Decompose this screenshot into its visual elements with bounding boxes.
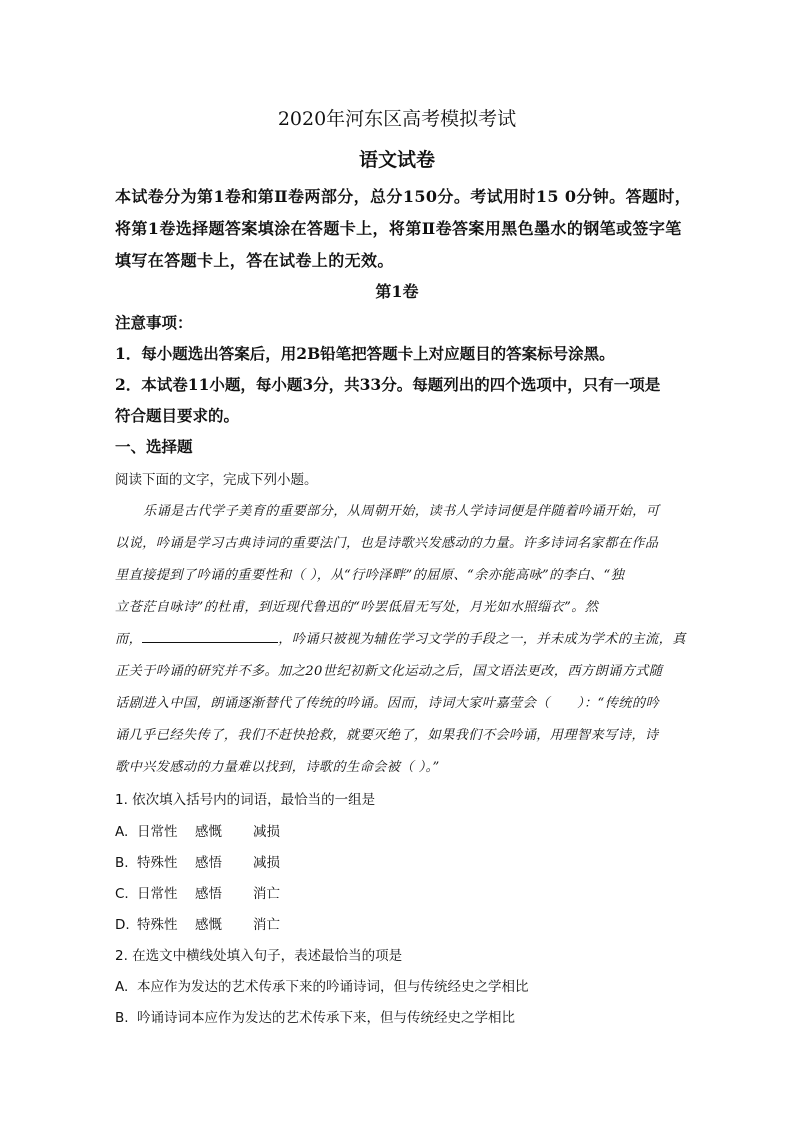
passage-line-9: 歌中兴发感动的力量难以找到，诗歌的生命会被（ ）。” (115, 760, 440, 775)
option-word-3: 消亡 (253, 917, 280, 933)
option-text: 本应作为发达的艺术传承下来的吟诵诗词，但与传统经史之学相比 (137, 979, 529, 995)
notes-item-1: 1．每小题选出答案后，用2B铅笔把答题卡上对应题目的答案标号涂黑。 (115, 344, 615, 363)
notes-heading: 注意事项： (115, 313, 193, 332)
option-word-2: 感慨 (195, 824, 222, 840)
intro-line-3: 填写在答题卡上，答在试卷上的无效。 (115, 251, 394, 270)
question-1-option-c (115, 882, 695, 902)
exam-subtitle: 语文试卷 (358, 149, 435, 171)
option-label: B. (115, 855, 129, 871)
passage-line-8: 诵几乎已经失传了，我们不赶快抢救，就要灭绝了，如果我们不会吟诵，用理智来写诗，诗 (115, 728, 659, 743)
passage-line-1: 乐诵是古代学子美育的重要部分，从周朝开始，读书人学诗词便是伴随着吟诵开始，可 (143, 504, 660, 519)
question-2-option-b (115, 1006, 695, 1026)
option-word-3: 消亡 (253, 886, 280, 902)
volume-title: 第1卷 (375, 282, 419, 301)
question-2-option-a (115, 975, 695, 995)
option-word-1: 特殊性 (137, 855, 178, 871)
option-word-2: 感慨 (195, 917, 222, 933)
section-heading: 一、选择题 (115, 437, 193, 456)
passage-line-3: 里直接提到了吟诵的重要性和（ ），从“行吟泽畔”的屈原、“余亦能高咏”的李白、“独 (115, 568, 625, 583)
option-word-1: 特殊性 (137, 917, 178, 933)
passage-line-2: 以说，吟诵是学习古典诗词的重要法门，也是诗歌兴发感动的力量。许多诗词名家都在作品 (115, 536, 659, 551)
option-word-3: 减损 (253, 824, 280, 840)
passage-line-6: 正关于吟诵的研究并不多。加之20世纪初新文化运动之后，国文语法更改，西方朗诵方式随 (115, 664, 663, 679)
option-word-1: 日常性 (137, 886, 178, 902)
question-1-option-d (115, 913, 695, 933)
question-2-stem: 2. 在选文中横线处填入句子，表述最恰当的项是 (115, 948, 403, 964)
option-text: 吟诵诗词本应作为发达的艺术传承下来，但与传统经史之学相比 (137, 1010, 515, 1026)
option-word-2: 感悟 (195, 886, 222, 902)
passage-line-5-end: ，吟诵只被视为辅佐学习文学的手段之一，并未成为学术的主流，真 (278, 632, 686, 647)
question-1-stem: 1. 依次填入括号内的词语，最恰当的一组是 (115, 792, 376, 808)
passage-line-5-start: 而， (115, 632, 143, 647)
passage-line-7: 话剧进入中国，朗诵逐渐替代了传统的吟诵。因而，诗词大家叶嘉莹会（ ）：“传统的吟 (115, 696, 660, 711)
notes-item-2-line-2: 符合题目要求的。 (115, 406, 240, 425)
option-label: D. (115, 917, 130, 933)
intro-line-1: 本试卷分为第1卷和第Ⅱ卷两部分，总分150分。考试用时15 0分钟。答题时， (115, 187, 692, 206)
option-word-1: 日常性 (137, 824, 178, 840)
passage-line-5 (115, 628, 695, 647)
intro-line-2: 将第1卷选择题答案填涂在答题卡上，将第Ⅱ卷答案用黑色墨水的钢笔或签字笔 (115, 219, 682, 238)
passage-line-4: 立苍茫自咏诗”的杜甫，到近现代鲁迅的“吟罢低眉无写处，月光如水照缁衣”。然 (115, 600, 599, 615)
option-word-3: 减损 (253, 855, 280, 871)
section-instruction: 阅读下面的文字，完成下列小题。 (115, 472, 318, 488)
option-label: A. (115, 979, 129, 995)
exam-title: 2020年河东区高考模拟考试 (277, 108, 517, 130)
option-label: B. (115, 1010, 129, 1026)
option-word-2: 感悟 (195, 855, 222, 871)
option-label: A. (115, 824, 129, 840)
fill-in-blank (142, 630, 278, 643)
question-1-option-b (115, 851, 695, 871)
option-label: C. (115, 886, 129, 902)
question-1-option-a (115, 820, 695, 840)
notes-item-2-line-1: 2．本试卷11小题，每小题3分，共33分。每题列出的四个选项中，只有一项是 (115, 375, 661, 394)
